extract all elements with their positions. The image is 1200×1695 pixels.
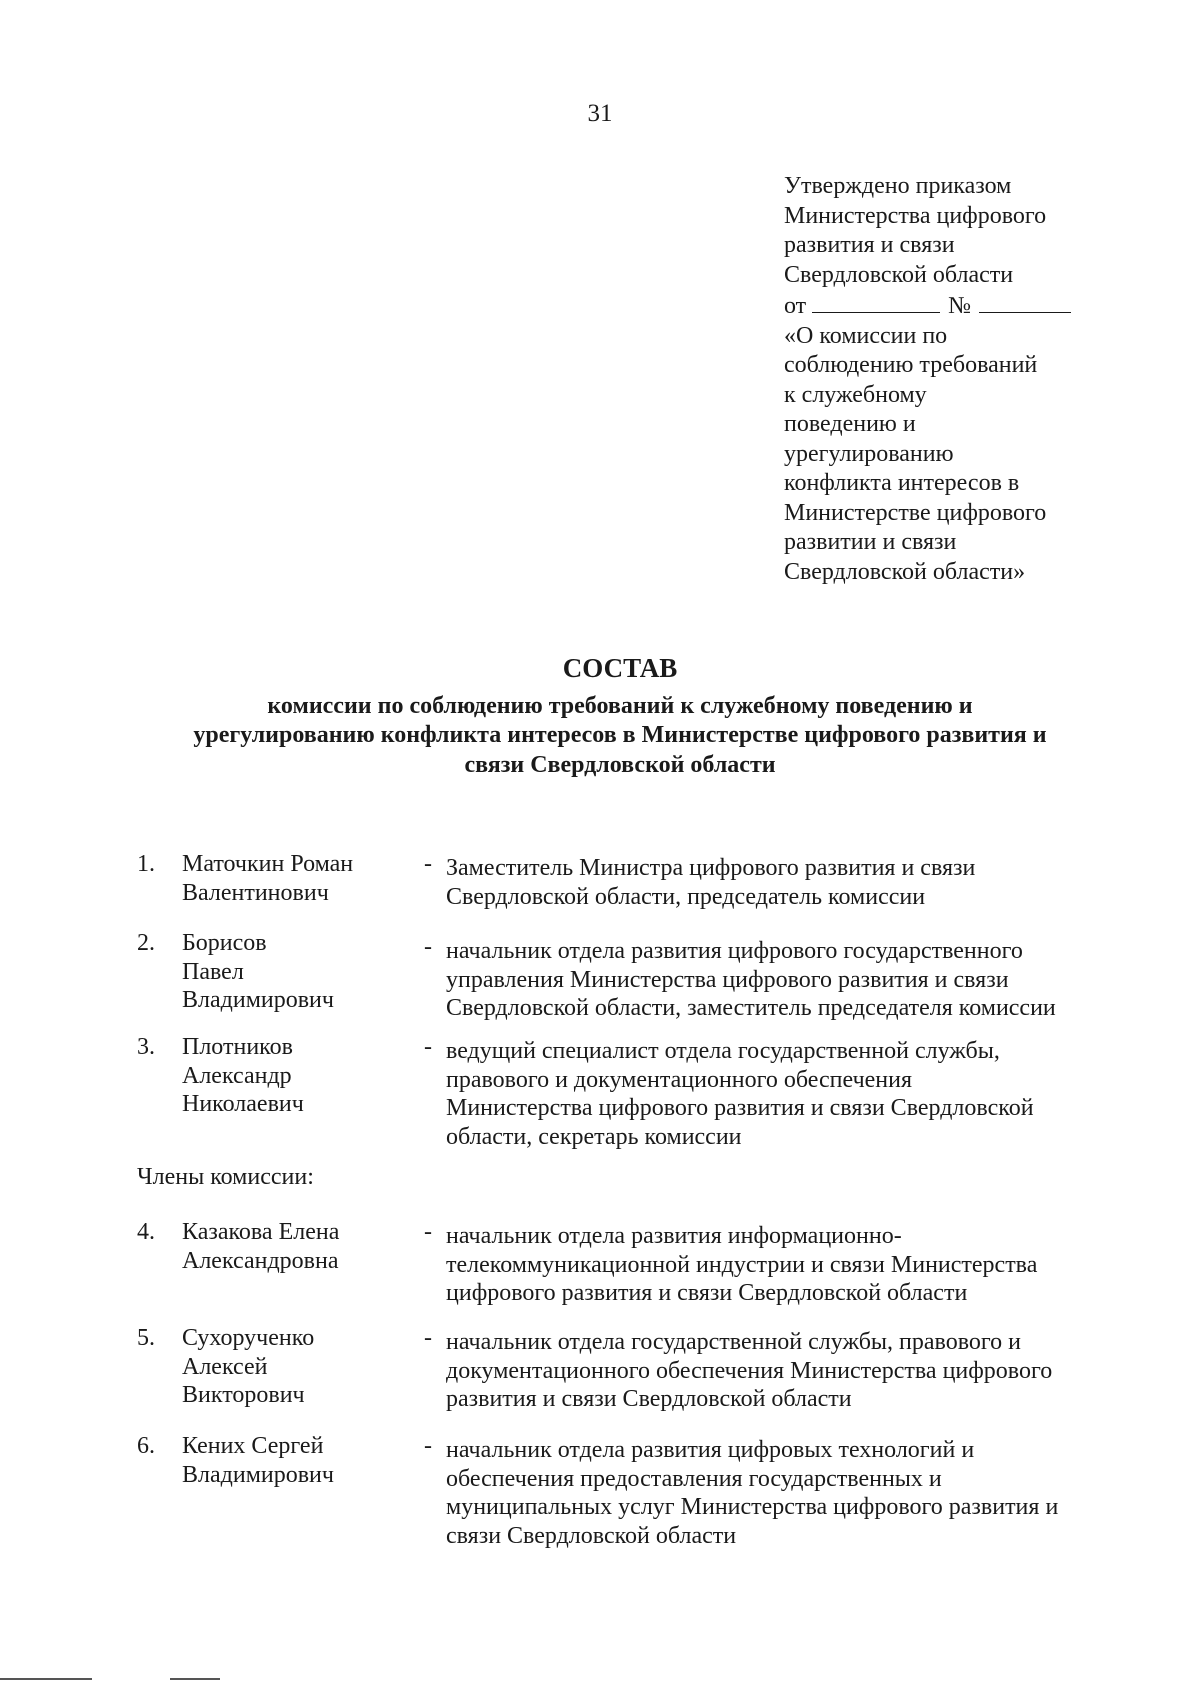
member-position [446, 1222, 1136, 1308]
member-name-line: Александровна [182, 1247, 339, 1274]
member-name-line: Павел [182, 958, 244, 985]
member-position-line: Свердловской области, председатель комиссии [446, 883, 926, 910]
member-name-line: Владимирович [182, 1461, 334, 1488]
title-line: комиссии по соблюдению требований к служебному поведению и [267, 692, 973, 719]
member-position [446, 1328, 1136, 1414]
member-position-line: начальник отдела развития информационно- [446, 1223, 902, 1249]
date-prefix: от [784, 293, 807, 319]
order-title-line: соблюдению требований [784, 352, 1038, 378]
member-position-line: развития и связи Свердловской области [446, 1386, 852, 1412]
member-position-line: связи Свердловской области [446, 1522, 737, 1549]
approval-line: развития и связи [784, 232, 955, 258]
order-title-line: конфликта интересов в [784, 470, 1020, 496]
member-name-line: Владимирович [182, 987, 334, 1013]
number-blank [979, 290, 1071, 313]
member-dash: - [424, 851, 432, 877]
title-main: СОСТАВ [562, 653, 678, 683]
scan-artifact [0, 1678, 92, 1680]
member-number: 1. [137, 851, 155, 877]
member-position [446, 1436, 1136, 1550]
document-title [100, 654, 1140, 780]
approval-line: Утверждено приказом [784, 173, 1012, 199]
member-name-line: Маточкин Роман [182, 851, 354, 877]
member-position-line: Свердловской области, заместитель председателя комиссии [446, 995, 1056, 1021]
member-position [446, 937, 1136, 1023]
member-dash: - [424, 1325, 432, 1351]
member-position-line: начальник отдела развития цифрового государственного [446, 938, 1023, 964]
scan-artifact [170, 1678, 220, 1680]
member-name-line: Валентинович [182, 879, 329, 906]
member-dash: - [424, 934, 432, 960]
member-name [182, 929, 412, 1015]
member-position [446, 854, 1136, 911]
member-name-line: Николаевич [182, 1091, 304, 1117]
member-number: 2. [137, 930, 155, 956]
member-dash: - [424, 1433, 432, 1459]
approval-line: Министерства цифрового [784, 202, 1047, 229]
member-position-line: цифрового развития и связи Свердловской области [446, 1280, 968, 1306]
member-name [182, 1432, 412, 1489]
number-sign: № [948, 293, 972, 319]
order-title-line: «О комиссии по [784, 322, 948, 349]
member-position-line: Заместитель Министра цифрового развития и связи [446, 855, 976, 881]
order-title-line: поведению и [784, 411, 916, 437]
order-title-line: урегулированию [784, 440, 954, 467]
title-line: урегулированию конфликта интересов в Министерстве цифрового развития и [193, 722, 1047, 748]
member-name-line: Александр [182, 1062, 292, 1089]
member-position [446, 1037, 1136, 1151]
member-name [182, 1033, 412, 1119]
member-position-line: ведущий специалист отдела государственной службы, [446, 1038, 1000, 1064]
order-title-line: Свердловской области» [784, 558, 1026, 585]
order-title-line: Министерстве цифрового [784, 499, 1047, 526]
member-name-line: Борисов [182, 930, 267, 956]
member-name-line: Кених Сергей [182, 1433, 324, 1459]
member-dash: - [424, 1219, 432, 1245]
member-name-line: Викторович [182, 1382, 305, 1408]
member-dash: - [424, 1034, 432, 1060]
approval-date-line [784, 290, 1164, 322]
member-position-line: правового и документационного обеспечения [446, 1066, 913, 1093]
member-position-line: телекоммуникационной индустрии и связи Министерства [446, 1251, 1038, 1278]
member-position-line: документационного обеспечения Министерства цифрового [446, 1357, 1053, 1384]
member-name [182, 850, 412, 907]
member-number: 4. [137, 1219, 155, 1245]
member-name-line: Сухорученко [182, 1325, 315, 1351]
member-name-line: Казакова Елена [182, 1219, 340, 1245]
member-position-line: начальник отдела развития цифровых технологий и [446, 1437, 975, 1463]
member-number: 6. [137, 1433, 155, 1459]
member-position-line: управления Министерства цифрового развития и связи [446, 966, 1009, 993]
member-number: 5. [137, 1325, 155, 1351]
approval-line: Свердловской области [784, 261, 1014, 288]
member-position-line: муниципальных услуг Министерства цифрового развития и [446, 1494, 1059, 1520]
member-name-line: Алексей [182, 1353, 268, 1380]
order-title-line: развитии и связи [784, 529, 957, 555]
members-label: Члены комиссии: [137, 1164, 314, 1190]
member-position-line: Министерства цифрового развития и связи Свердловской [446, 1095, 1034, 1121]
approval-block [784, 172, 1164, 587]
member-position-line: обеспечения предоставления государственных и [446, 1465, 942, 1492]
page-number: 31 [587, 100, 613, 127]
member-name [182, 1218, 412, 1275]
member-position-line: области, секретарь комиссии [446, 1123, 742, 1150]
member-position-line: начальник отдела государственной службы, правового и [446, 1329, 1021, 1355]
member-name-line: Плотников [182, 1034, 293, 1060]
order-title-line: к служебному [784, 381, 927, 408]
date-blank [812, 290, 940, 313]
member-number: 3. [137, 1034, 155, 1060]
member-name [182, 1324, 412, 1410]
title-line: связи Свердловской области [464, 751, 776, 778]
